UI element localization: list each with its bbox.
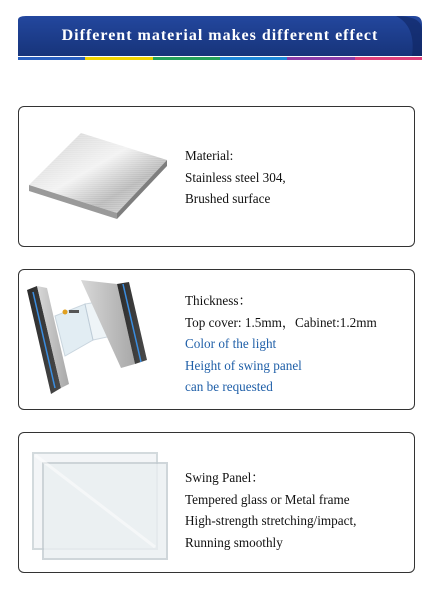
text-line: Swing Panel： — [185, 470, 265, 485]
text-line: Stainless steel 304, — [185, 169, 286, 185]
highlight-line: can be requested — [185, 379, 273, 394]
text-line: Brushed surface — [185, 191, 271, 206]
text-line: Tempered glass or Metal frame — [185, 491, 350, 507]
swing-barrier-turnstile-image — [25, 276, 175, 403]
text-line: Material: — [185, 148, 234, 163]
stripe — [18, 57, 85, 60]
page-title: Different material makes different effect — [61, 27, 379, 44]
thickness-text — [185, 290, 377, 398]
text-line: High-strength stretching/impact, — [185, 513, 357, 528]
thickness-card — [18, 269, 415, 410]
material-card — [18, 106, 415, 247]
stripe — [355, 57, 422, 60]
color-stripes — [18, 57, 422, 60]
header-banner — [18, 16, 422, 56]
material-text — [185, 145, 286, 210]
highlight-line: Color of the light — [185, 336, 277, 351]
highlight-line: Height of swing panel — [185, 357, 302, 373]
text-line: Thickness： — [185, 293, 252, 308]
text-line: Top cover: 1.5mm，Cabinet:1.2mm — [185, 314, 377, 330]
brushed-steel-plate-image — [25, 113, 175, 240]
glass-panels-image — [25, 439, 175, 566]
stripe — [287, 57, 354, 60]
stripe — [153, 57, 220, 60]
swing-panel-card — [18, 432, 415, 573]
stripe — [220, 57, 287, 60]
text-line: Running smoothly — [185, 534, 283, 550]
swing-panel-text — [185, 467, 356, 553]
stripe — [85, 57, 152, 60]
